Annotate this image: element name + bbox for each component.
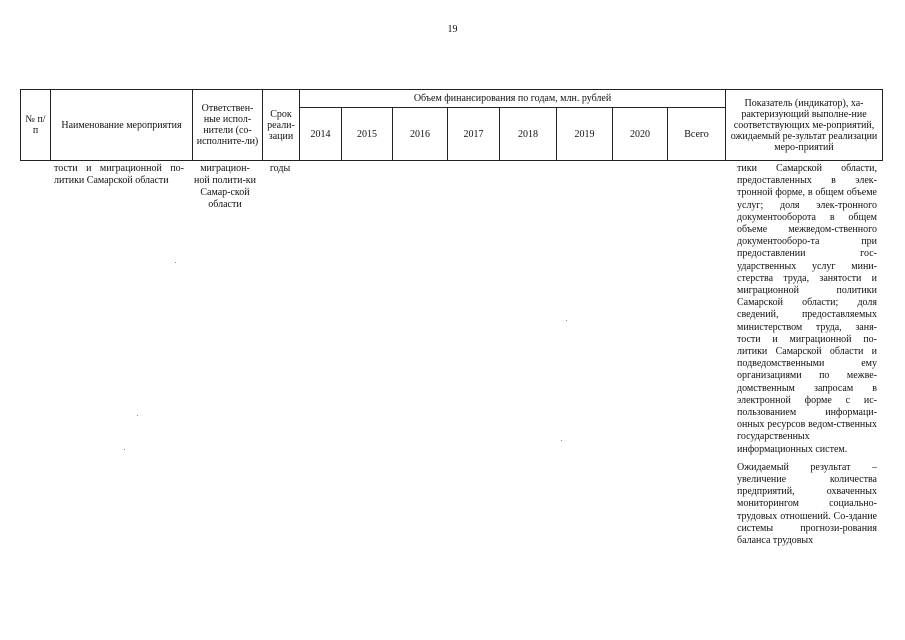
row-term: годы [269,163,291,174]
expected-result-paragraph: Ожидаемый результат – увеличение количества предприятий, охваченных мониторингом социально-трудовых отношений. Со-здание системы прогнози-рования баланса трудовых [737,461,877,547]
scan-speck [561,440,562,441]
header-term: Срок реали-зации [263,90,300,161]
header-year-2019: 2019 [557,108,613,161]
header-total: Всего [668,108,726,161]
scan-speck [124,449,125,450]
header-year-2015: 2015 [342,108,393,161]
header-indicator: Показатель (индикатор), ха-рактеризующий выполне-ние соответствующих ме-роприятий, ожидаемый ре-зультат реализации меро-приятий [726,90,883,161]
header-year-2020: 2020 [613,108,668,161]
row-indicator [737,163,877,553]
header-year-2014: 2014 [300,108,342,161]
header-name: Наименование мероприятия [51,90,193,161]
header-year-2016: 2016 [393,108,448,161]
program-table-header [20,89,883,161]
scan-speck [175,262,176,263]
scan-speck [566,320,567,321]
page-number: 19 [447,24,458,35]
scan-speck [137,415,138,416]
header-funding: Объем финансирования по годам, млн. рублей [300,90,726,108]
header-executors: Ответствен-ные испол-нители (со-исполните-ли) [193,90,263,161]
row-executors: миграцион-ной полити-ки Самар-ской области [193,163,257,210]
row-measure-name: тости и миграционной по-литики Самарской области [54,163,184,186]
indicator-paragraph: тики Самарской области, предоставленных в элек-тронной форме, в общем объеме услуг; доля элек-тронного документооборота в общем объеме межведом-ственного документооборо-та при предоставлении гос-ударственных услуг мини-стерства труда, занятости и миграционной политики Самарской области; доля сведений, предоставляемых министерством труда, заня-тости и миграционной по-литики Самарской области и подведомственными ему организациями по межве-домственным запросам в электронной форме с ис-пользованием информаци-онных ресурсов ведом-ственных государственных информационных систем. [737,163,877,455]
header-number: № п/п [21,90,51,161]
header-year-2018: 2018 [500,108,557,161]
header-year-2017: 2017 [448,108,500,161]
